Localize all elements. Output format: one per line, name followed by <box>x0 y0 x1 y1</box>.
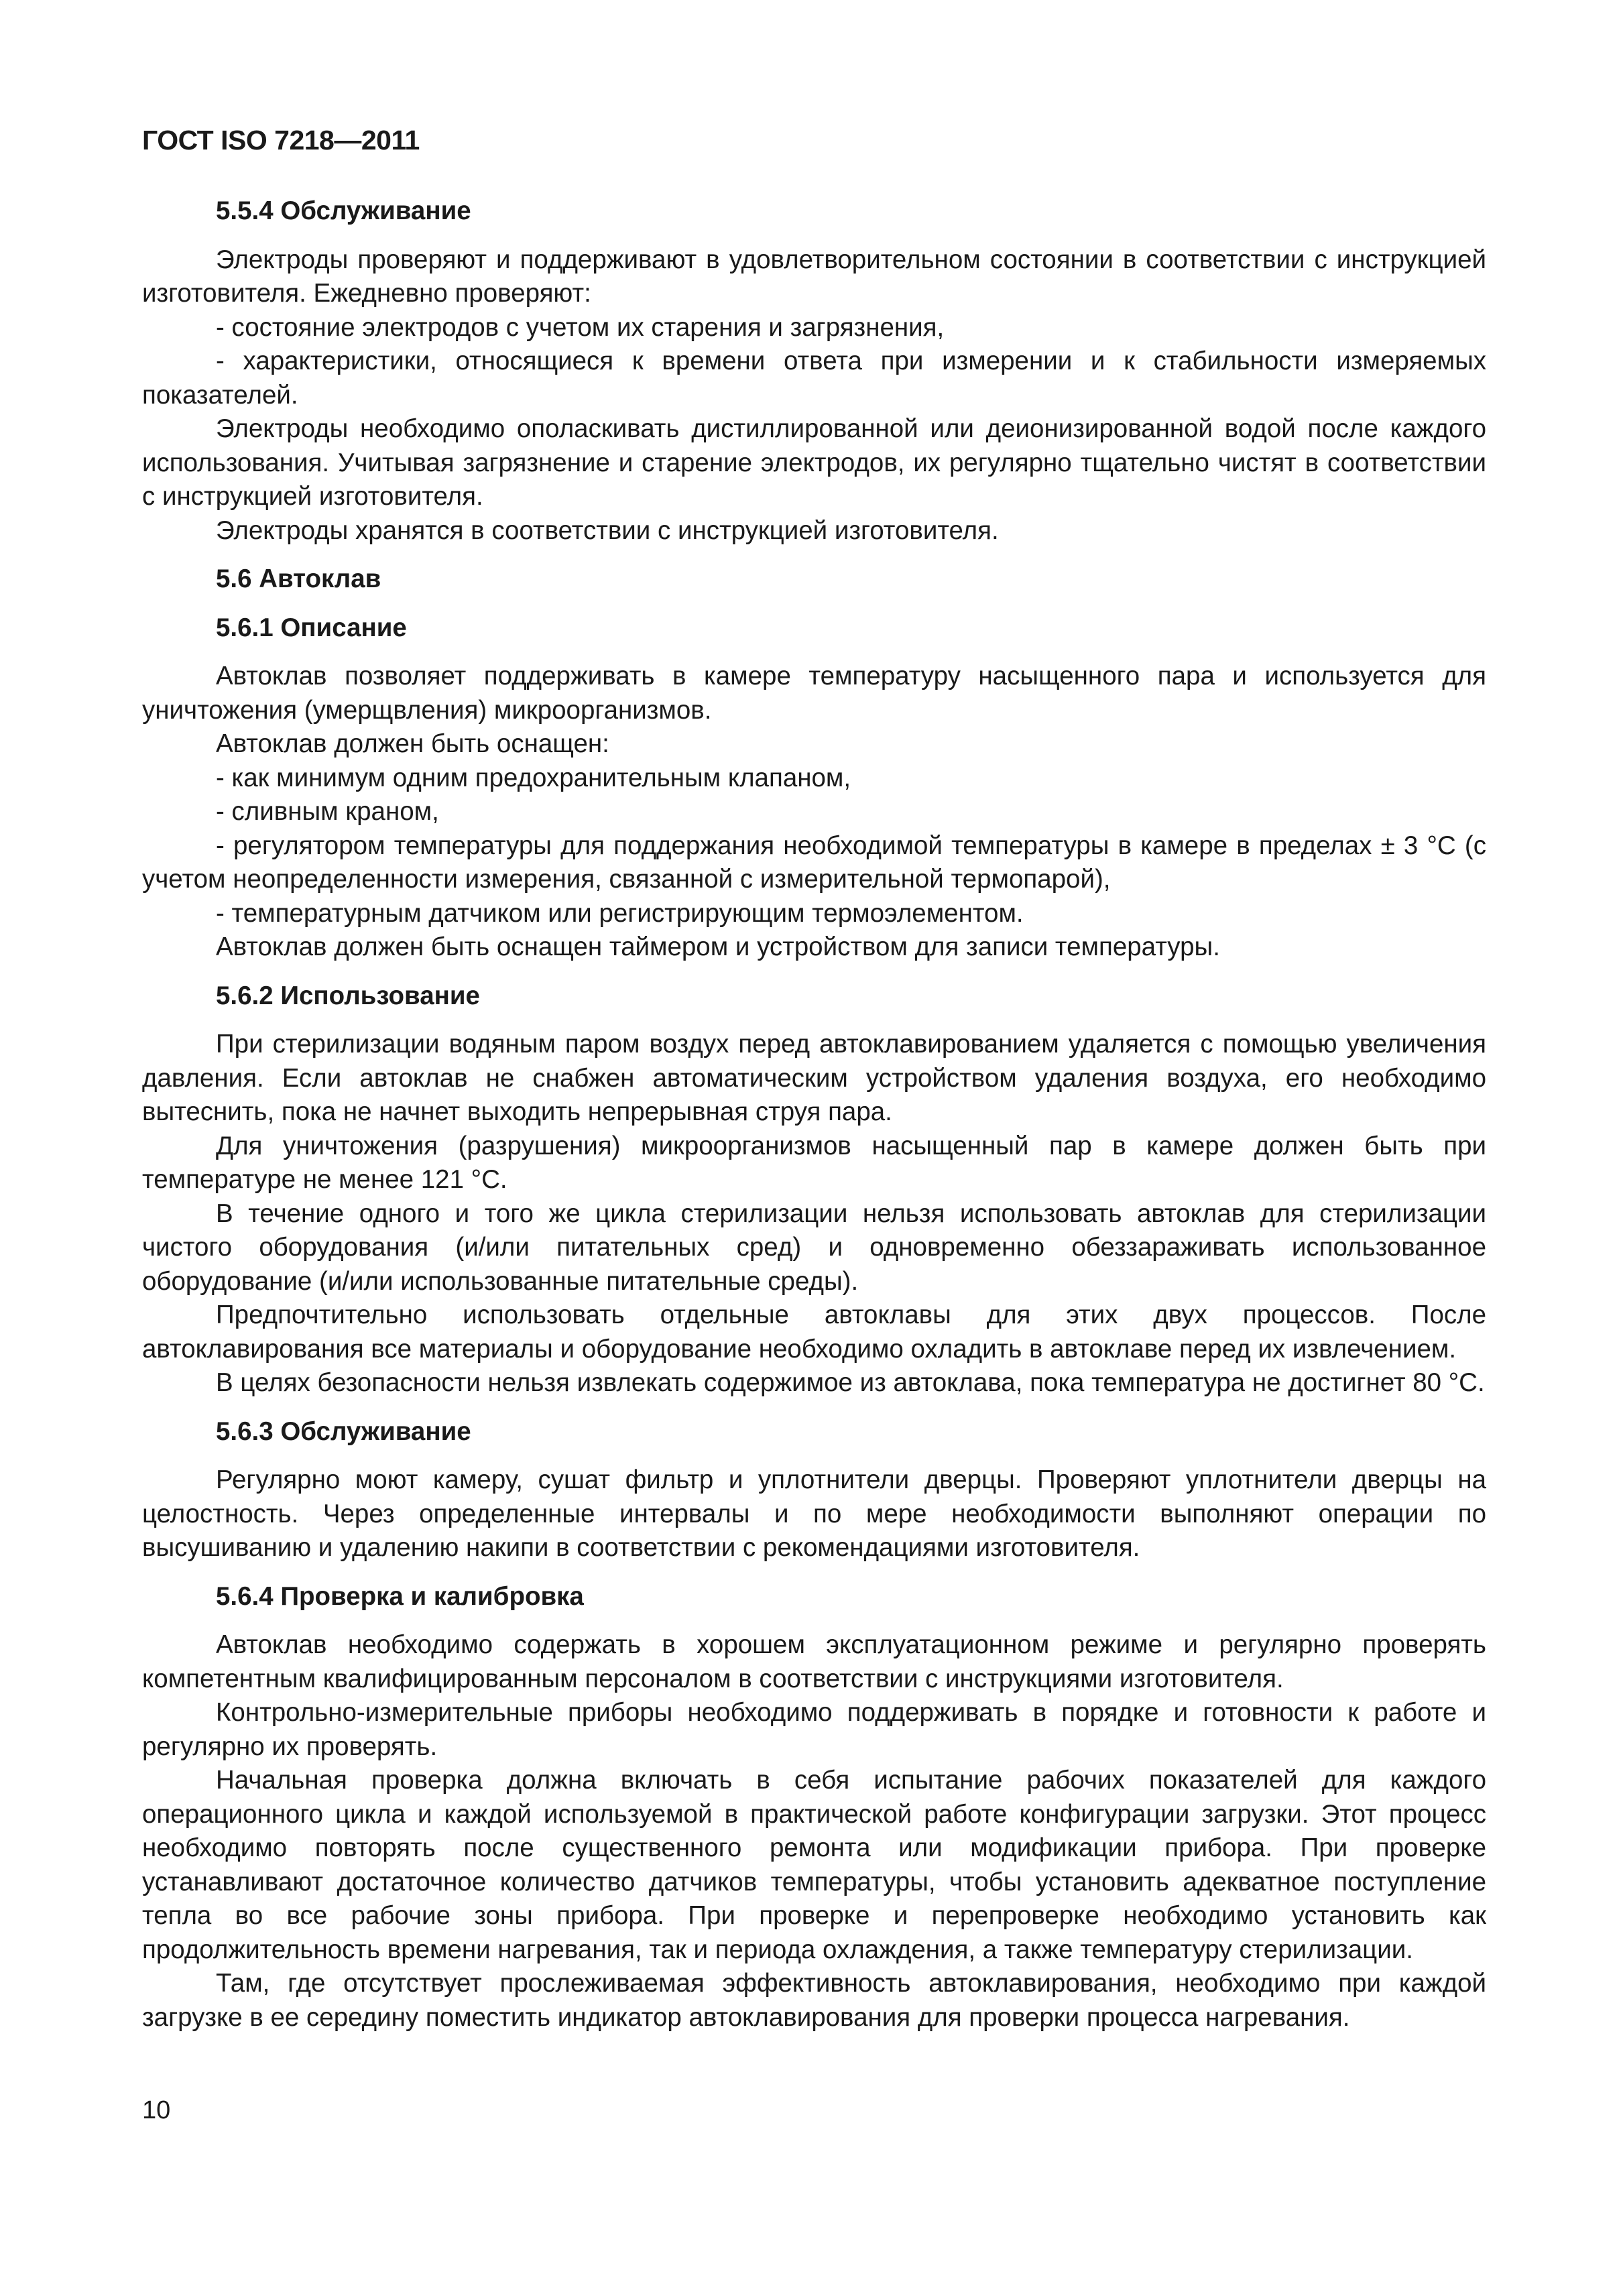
paragraph: Электроды проверяют и поддерживают в удовлетворительном состоянии в соответствии с инструкцией изготовителя. Ежедневно проверяют: <box>142 245 1486 308</box>
paragraph: Автоклав необходимо содержать в хорошем эксплуатационном режиме и регулярно проверять компетентным квалифицированным персоналом в соответствии с инструкциями изготовителя. <box>142 1630 1486 1693</box>
paragraph: В течение одного и того же цикла стерилизации нельзя использовать автоклав для стерилизации чистого оборудования (и/или питательных сред) и одновременно обеззараживать использованное оборудование (и/или использованные питательные среды). <box>142 1199 1486 1296</box>
paragraph: Для уничтожения (разрушения) микроорганизмов насыщенный пар в камере должен быть при температуре не менее 121 °С. <box>142 1131 1486 1194</box>
paragraph: Автоклав позволяет поддерживать в камере температуру насыщенного пара и используется для уничтожения (умерщвления) микроорганизмов. <box>142 662 1486 725</box>
paragraph: В целях безопасности нельзя извлекать содержимое из автоклава, пока температура не достигнет 80 °С. <box>216 1368 1485 1397</box>
paragraph: При стерилизации водяным паром воздух перед автоклавированием удаляется с помощью увеличения давления. Если автоклав не снабжен автоматическим устройством удаления воздуха, его необходимо вытеснить, пока не начнет выходить непрерывная струя пара. <box>142 1030 1486 1126</box>
paragraph: Там, где отсутствует прослеживаемая эффективность автоклавирования, необходимо при каждой загрузке в ее середину поместить индикатор автоклавирования для проверки процесса нагревания. <box>142 1969 1486 2032</box>
paragraph: Электроды хранятся в соответствии с инструкцией изготовителя. <box>216 516 999 545</box>
section-heading: 5.5.4 Обслуживание <box>216 196 471 225</box>
list-item: - сливным краном, <box>216 797 439 826</box>
list-item: - регулятором температуры для поддержания необходимой температуры в камере в пределах ± 3 °С (с учетом неопределенности измерения, связанной с измерительной термопарой), <box>142 831 1486 894</box>
paragraph: Автоклав должен быть оснащен: <box>216 729 609 758</box>
paragraph: Регулярно моют камеру, сушат фильтр и уплотнители дверцы. Проверяют уплотнители дверцы на целостность. Через определенные интервалы и по мере необходимости выполняют операции по высушиванию и удалению накипи в соответствии с рекомендациями изготовителя. <box>142 1465 1486 1562</box>
section-heading: 5.6.2 Использование <box>216 981 480 1010</box>
list-item: - как минимум одним предохранительным клапаном, <box>216 763 851 792</box>
page-number: 10 <box>142 2096 171 2124</box>
list-item: - состояние электродов с учетом их старения и загрязнения, <box>216 312 945 342</box>
document-body <box>142 194 1486 2035</box>
paragraph: Автоклав должен быть оснащен таймером и устройством для записи температуры. <box>216 932 1220 961</box>
section-heading: 5.6.1 Описание <box>216 613 407 642</box>
paragraph: Контрольно-измерительные приборы необходимо поддерживать в порядке и готовности к работе и регулярно их проверять. <box>142 1698 1486 1761</box>
paragraph: Начальная проверка должна включать в себя испытание рабочих показателей для каждого операционного цикла и каждой используемой в практической работе конфигурации загрузки. Этот процесс необходимо повторять после существенного ремонта или модификации прибора. При проверке устанавливают достаточное количество датчиков температуры, чтобы установить адекватное поступление тепла во все рабочие зоны прибора. При проверке и перепроверке необходимо установить как продолжительность времени нагревания, так и периода охлаждения, а также температуру стерилизации. <box>142 1766 1486 1964</box>
section-heading: 5.6.3 Обслуживание <box>216 1416 471 1446</box>
paragraph: Электроды необходимо ополаскивать дистиллированной или деионизированной водой после каждого использования. Учитывая загрязнение и старение электродов, их регулярно тщательно чистят в соответствии с инструкцией изготовителя. <box>142 414 1486 511</box>
list-item: - характеристики, относящиеся к времени ответа при измерении и к стабильности измеряемых показателей. <box>142 347 1486 410</box>
list-item: - температурным датчиком или регистрирующим термоэлементом. <box>216 898 1024 928</box>
section-heading: 5.6.4 Проверка и калибровка <box>216 1581 584 1611</box>
paragraph: Предпочтительно использовать отдельные автоклавы для этих двух процессов. После автоклавирования все материалы и оборудование необходимо охладить в автоклаве перед их извлечением. <box>142 1301 1486 1364</box>
document-header: ГОСТ ISO 7218—2011 <box>142 125 420 156</box>
section-heading: 5.6 Автоклав <box>216 564 381 593</box>
